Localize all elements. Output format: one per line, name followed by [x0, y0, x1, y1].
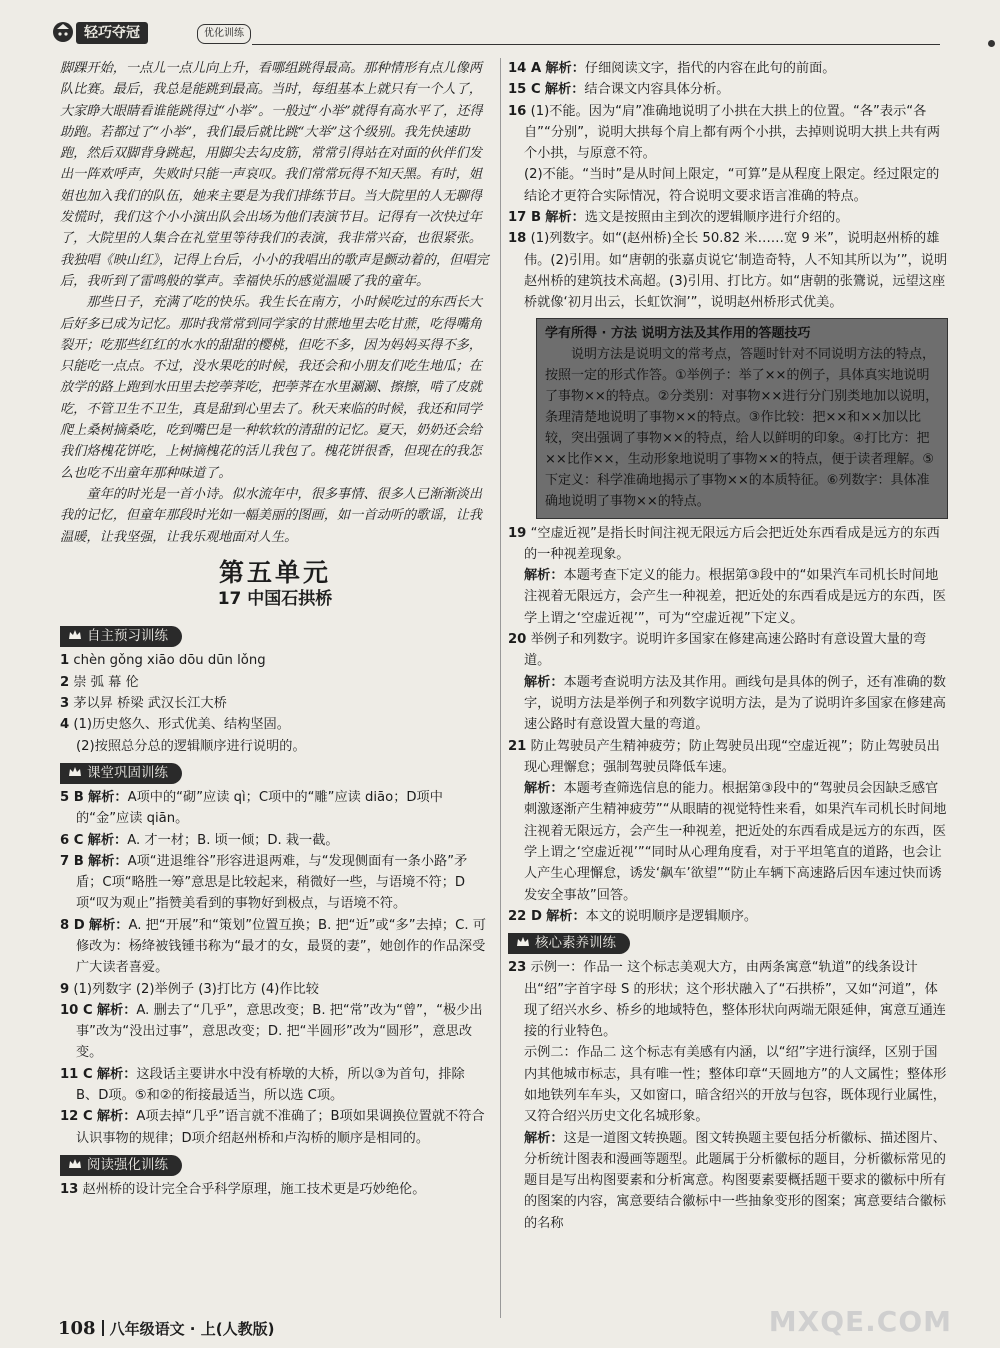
- right-column: [508, 58, 948, 1234]
- footer-divider: [102, 1320, 104, 1336]
- essay-paragraph: 脚踝开始，一点儿一点儿向上升，看哪组跳得最高。那种情形有点儿像两队比赛。最后，我总是能跳到最高。当时，每组基本上就只有一个人了，大家睁大眼睛看谁能跳得过“小举”。一般过“小举”就得有高水平了，还得助跑。若都过了“小举”，我们最后就比跳“大举”这个级别。我先快速助跑，然后双脚背身跳起，用脚尖去勾皮筋，常常引得站在对面的伙伴们发出一阵欢呼声，失败时只能一声哀叹。我们常常玩得不知天黑。有时，姐姐也加入我们的队伍，她来主要是为我们排练节目。当大院里的人无聊得发慌时，我们这个小小演出队会出场为他们表演节目。记得有一次快过年了，大院里的人集合在礼堂里等待我们的表演，我非常兴奋，也很紧张。我独唱《映山红》，记得上台后，小小的我唱出的歌声是颤动着的，但唱完后，我听到了雷鸣般的掌声。幸福快乐的感觉温暖了我的童年。: [60, 61, 489, 289]
- tip-title: 学有所得 · 方法 说明方法及其作用的答题技巧: [545, 325, 811, 341]
- tip-body: 说明方法是说明文的常考点，答题时针对不同说明方法的特点，按照一定的形式作答。①举例子：举了××的例子，具体真实地说明了事物××的特点。②分类别：对事物××进行分门别类地加以说明，条理清楚地说明了事物××的特点。③作比较：把××和××加以比较，突出强调了事物××的特点，给人以鲜明的印象。④打比方：把××比作××，生动形象地说明了事物××的特点，便于读者理解。⑤下定义：科学准确地揭示了事物××的本质特征。⑥列数字：具体准确地说明了事物××的特点。: [545, 346, 939, 509]
- analysis-text: 解析：本题考查说明方法及其作用。画线句是具体的例子，还有准确的数字，说明方法是举例子和列数字说明方法，是为了说明许多国家在修建高速公路时有意设置大量的弯道。: [524, 674, 946, 733]
- section-heading-core: 核心素养训练: [508, 933, 630, 954]
- answer-item: 1 chèn gǒng xiāo dōu dūn lǒng: [60, 653, 266, 669]
- answer-item: 20 举例子和列数字。说明许多国家在修建高速公路时有意设置大量的弯道。: [508, 632, 927, 669]
- answer-item: 4 (1)历史悠久、形式优美、结构坚固。: [60, 717, 290, 733]
- brand-logo-icon: [52, 20, 74, 44]
- answer-item: 17 B 解析：选文是按照由主到次的逻辑顺序进行介绍的。: [508, 210, 849, 226]
- essay-text: [60, 58, 490, 548]
- example-text: 示例二：作品二 这个标志有美感有内涵，以“绍”字进行演绎，区别于国内其他城市标志，具有唯一性；整体印章“天圆地方”的人文属性；整体形如地铁列车车头，又如窗口，暗含绍兴的开放与包容，既体现行业属性，又符合绍兴历史文化名城形象。: [524, 1045, 947, 1125]
- crown-icon: [516, 936, 530, 948]
- answer-item: 7 B 解析：A项“进退维谷”形容进退两难，与“发现侧面有一条小路”矛盾；C项“略胜一筹”意思是比较起来，稍微好一些，与语境不符；D项“叹为观止”指赞美看到的事物好到极点，与语境不符。: [60, 853, 468, 912]
- answer-item: 10 C 解析：A. 删去了“几乎”，意思改变；B. 把“常”改为“曾”，“极少出事”改为“没出过事”，意思改变；D. 把“半圆形”改为“圆形”，意思改变。: [60, 1002, 483, 1061]
- unit-title: 第五单元: [218, 557, 331, 587]
- essay-paragraph: 那些日子，充满了吃的快乐。我生长在南方，小时候吃过的东西长大后好多已成为记忆。那时我常常到同学家的甘蔗地里去吃甘蔗，吃得嘴角裂开；吃那些红红的水水的甜甜的樱桃，但吃不多，因为妈妈买得不多，只能吃一点点。不过，没水果吃的时候，我还会和小朋友们吃生地瓜；在放学的路上跑到水田里去挖荸荠吃，把荸荠在水里涮涮、擦擦，啃了皮就吃，不管卫生不卫生，真是甜到心里去了。秋天来临的时候，我还和同学爬上桑树摘桑吃，吃到嘴巴是一种软软的清甜的记忆。夏天，奶奶还会给我们烙槐花饼吃，上树摘槐花的活儿我包了。槐花饼很香，但现在的我怎么也吃不出童年那种味道了。: [60, 295, 483, 481]
- reading-answers: [60, 1179, 490, 1200]
- answer-item: 22 D 解析：本文的说明顺序是逻辑顺序。: [508, 908, 758, 924]
- brand-subtitle: 优化训练: [197, 24, 251, 44]
- header-dot: [988, 40, 995, 47]
- answer-item: 19 “空虚近视”是指长时间注视无限远方后会把近处东西看成是远方的东西的一种视差现象。: [508, 525, 940, 562]
- page-number: 108: [58, 1318, 96, 1339]
- answer-item: 12 C 解析：A项去掉“几乎”语言就不准确了；B项如果调换位置就不符合认识事物的规律；D项介绍赵州桥和卢沟桥的顺序是相同的。: [60, 1109, 485, 1146]
- answer-subitem: (2)不能。“当时”是从时间上限定，“可算”是从程度上限定。经过限定的结论才更符合实际情况，符合说明文要求语言准确的特点。: [524, 167, 940, 204]
- answer-item: 11 C 解析：这段话主要讲水中没有桥墩的大桥，所以③为首句，排除 B、D项。⑤和②的衔接最适当，所以选 C项。: [60, 1066, 465, 1104]
- crown-icon: [68, 766, 82, 778]
- classroom-answers: [60, 787, 490, 1149]
- page-footer: [58, 1318, 274, 1339]
- crown-icon: [68, 1158, 82, 1170]
- book-title: 八年级语文 · 上(人教版): [109, 1320, 275, 1338]
- analysis-text: 解析：本题考查下定义的能力。根据第③段中的“如果汽车司机长时间地注视着无限远方，会产生一种视差，把近处的东西看成是远方的东西，医学上谓之‘空虚近视’”，可为“空虚近视”下定义。: [524, 568, 946, 626]
- essay-paragraph: 童年的时光是一首小诗。似水流年中，很多事情、很多人已渐渐淡出我的记忆，但童年那段时光如一幅美丽的图画，如一首动听的歌谣，让我温暖，让我坚强，让我乐观地面对人生。: [60, 486, 483, 545]
- answer-subitem: (2)按照总分总的逻辑顺序进行说明的。: [76, 738, 306, 754]
- page-header: [52, 14, 942, 48]
- answer-item: 15 C 解析：结合课文内容具体分析。: [508, 82, 730, 98]
- answer-item: 23 示例一：作品一 这个标志美观大方，由两条寓意“轨道”的线条设计出“绍”字首字母 S 的形状；这个形状融入了“石拱桥”，又如“河道”，体现了绍兴水乡、桥乡的地域特色，整体形状向两端无限延伸，寓意互通连接的行业特色。: [508, 960, 946, 1040]
- brand-name: 轻巧夺冠: [76, 22, 148, 44]
- watermark: MXQE.COM: [768, 1305, 952, 1338]
- left-column: [60, 58, 490, 1200]
- answer-item: 8 D 解析：A. 把“开展”和“策划”位置互换；B. 把“近”或“多”去掉；C. 可修改为：杨绛被钱锺书称为“最才的女，最贤的妻”，她创作的作品深受广大读者喜爱。: [60, 917, 486, 976]
- answer-item: 14 A 解析：仔细阅读文字，指代的内容在此句的前面。: [508, 61, 836, 76]
- column-divider: [500, 58, 501, 1318]
- answer-item: 3 茅以昇 桥梁 武汉长江大桥: [60, 696, 227, 712]
- section-heading-classroom: 课堂巩固训练: [60, 763, 182, 784]
- analysis-text: 解析：本题考查筛选信息的能力。根据第③段中的“驾驶员会因缺乏感官刺激逐渐产生精神疲劳”“从眼睛的视觉特性来看，如果汽车司机长时间地注视着无限远方，会产生一种视差，把近处的东西看成是远方的东西，医学上谓之‘空虚近视’”“同时从心理角度看，对于平坦笔直的道路，也会让人产生心理懈怠，诱发‘飙车’欲望”“防止车辆下高速路后因车速过快而诱发安全事故”回答。: [524, 781, 947, 903]
- answer-item: 2 崇 弧 幕 伦: [60, 674, 139, 690]
- method-tip-box: [536, 318, 948, 519]
- answer-item: 13 赵州桥的设计完全合乎科学原理，施工技术更是巧妙绝伦。: [60, 1181, 426, 1197]
- analysis-text: 解析：这是一道图文转换题。图文转换题主要包括分析徽标、描述图片、分析统计图表和漫画等题型。此题属于分析徽标的题目，分析徽标常见的题目是写出构图要素和分析寓意。构图要素要概括题干要求的徽标中所有的图案的内容，寓意要结合徽标中一些抽象变形的图案；寓意要结合徽标的名称: [524, 1130, 946, 1231]
- answer-item: 16 (1)不能。因为“肩”准确地说明了小拱在大拱上的位置。“各”表示“各自”“分别”，说明大拱每个肩上都有两个小拱，去掉则说明大拱上共有两个小拱，与原意不符。: [508, 103, 941, 162]
- crown-icon: [68, 629, 82, 641]
- answer-item: 18 (1)列数字。如“(赵州桥)全长 50.82 米……宽 9 米”，说明赵州桥的雄伟。(2)引用。如“唐朝的张嘉贞说它‘制造奇特，人不知其所以为’”，说明赵州桥的建筑技术高超。(3)引用、打比方。如“唐朝的张鷟说，远望这座桥就像‘初月出云，长虹饮涧’”，说明赵州桥形式优美。: [508, 231, 948, 311]
- answer-item: 5 B 解析：A项中的“砌”应读 qì；C项中的“雕”应读 diāo；D项中的“金”应读 qiān。: [60, 789, 443, 827]
- answer-item: 9 (1)列数字 (2)举例子 (3)打比方 (4)作比较: [60, 981, 319, 997]
- answer-item: 6 C 解析：A. 才一材；B. 顷一倾；D. 栽一截。: [60, 832, 339, 848]
- section-heading-preview: 自主预习训练: [60, 626, 182, 647]
- section-heading-reading: 阅读强化训练: [60, 1155, 182, 1176]
- header-divider: [252, 44, 940, 45]
- lesson-title: 17 中国石拱桥: [217, 589, 333, 610]
- preview-answers: [60, 650, 490, 756]
- answer-item: 21 防止驾驶员产生精神疲劳；防止驾驶员出现“空虚近视”；防止驾驶员出现心理懈怠；强制驾驶员降低车速。: [508, 738, 940, 775]
